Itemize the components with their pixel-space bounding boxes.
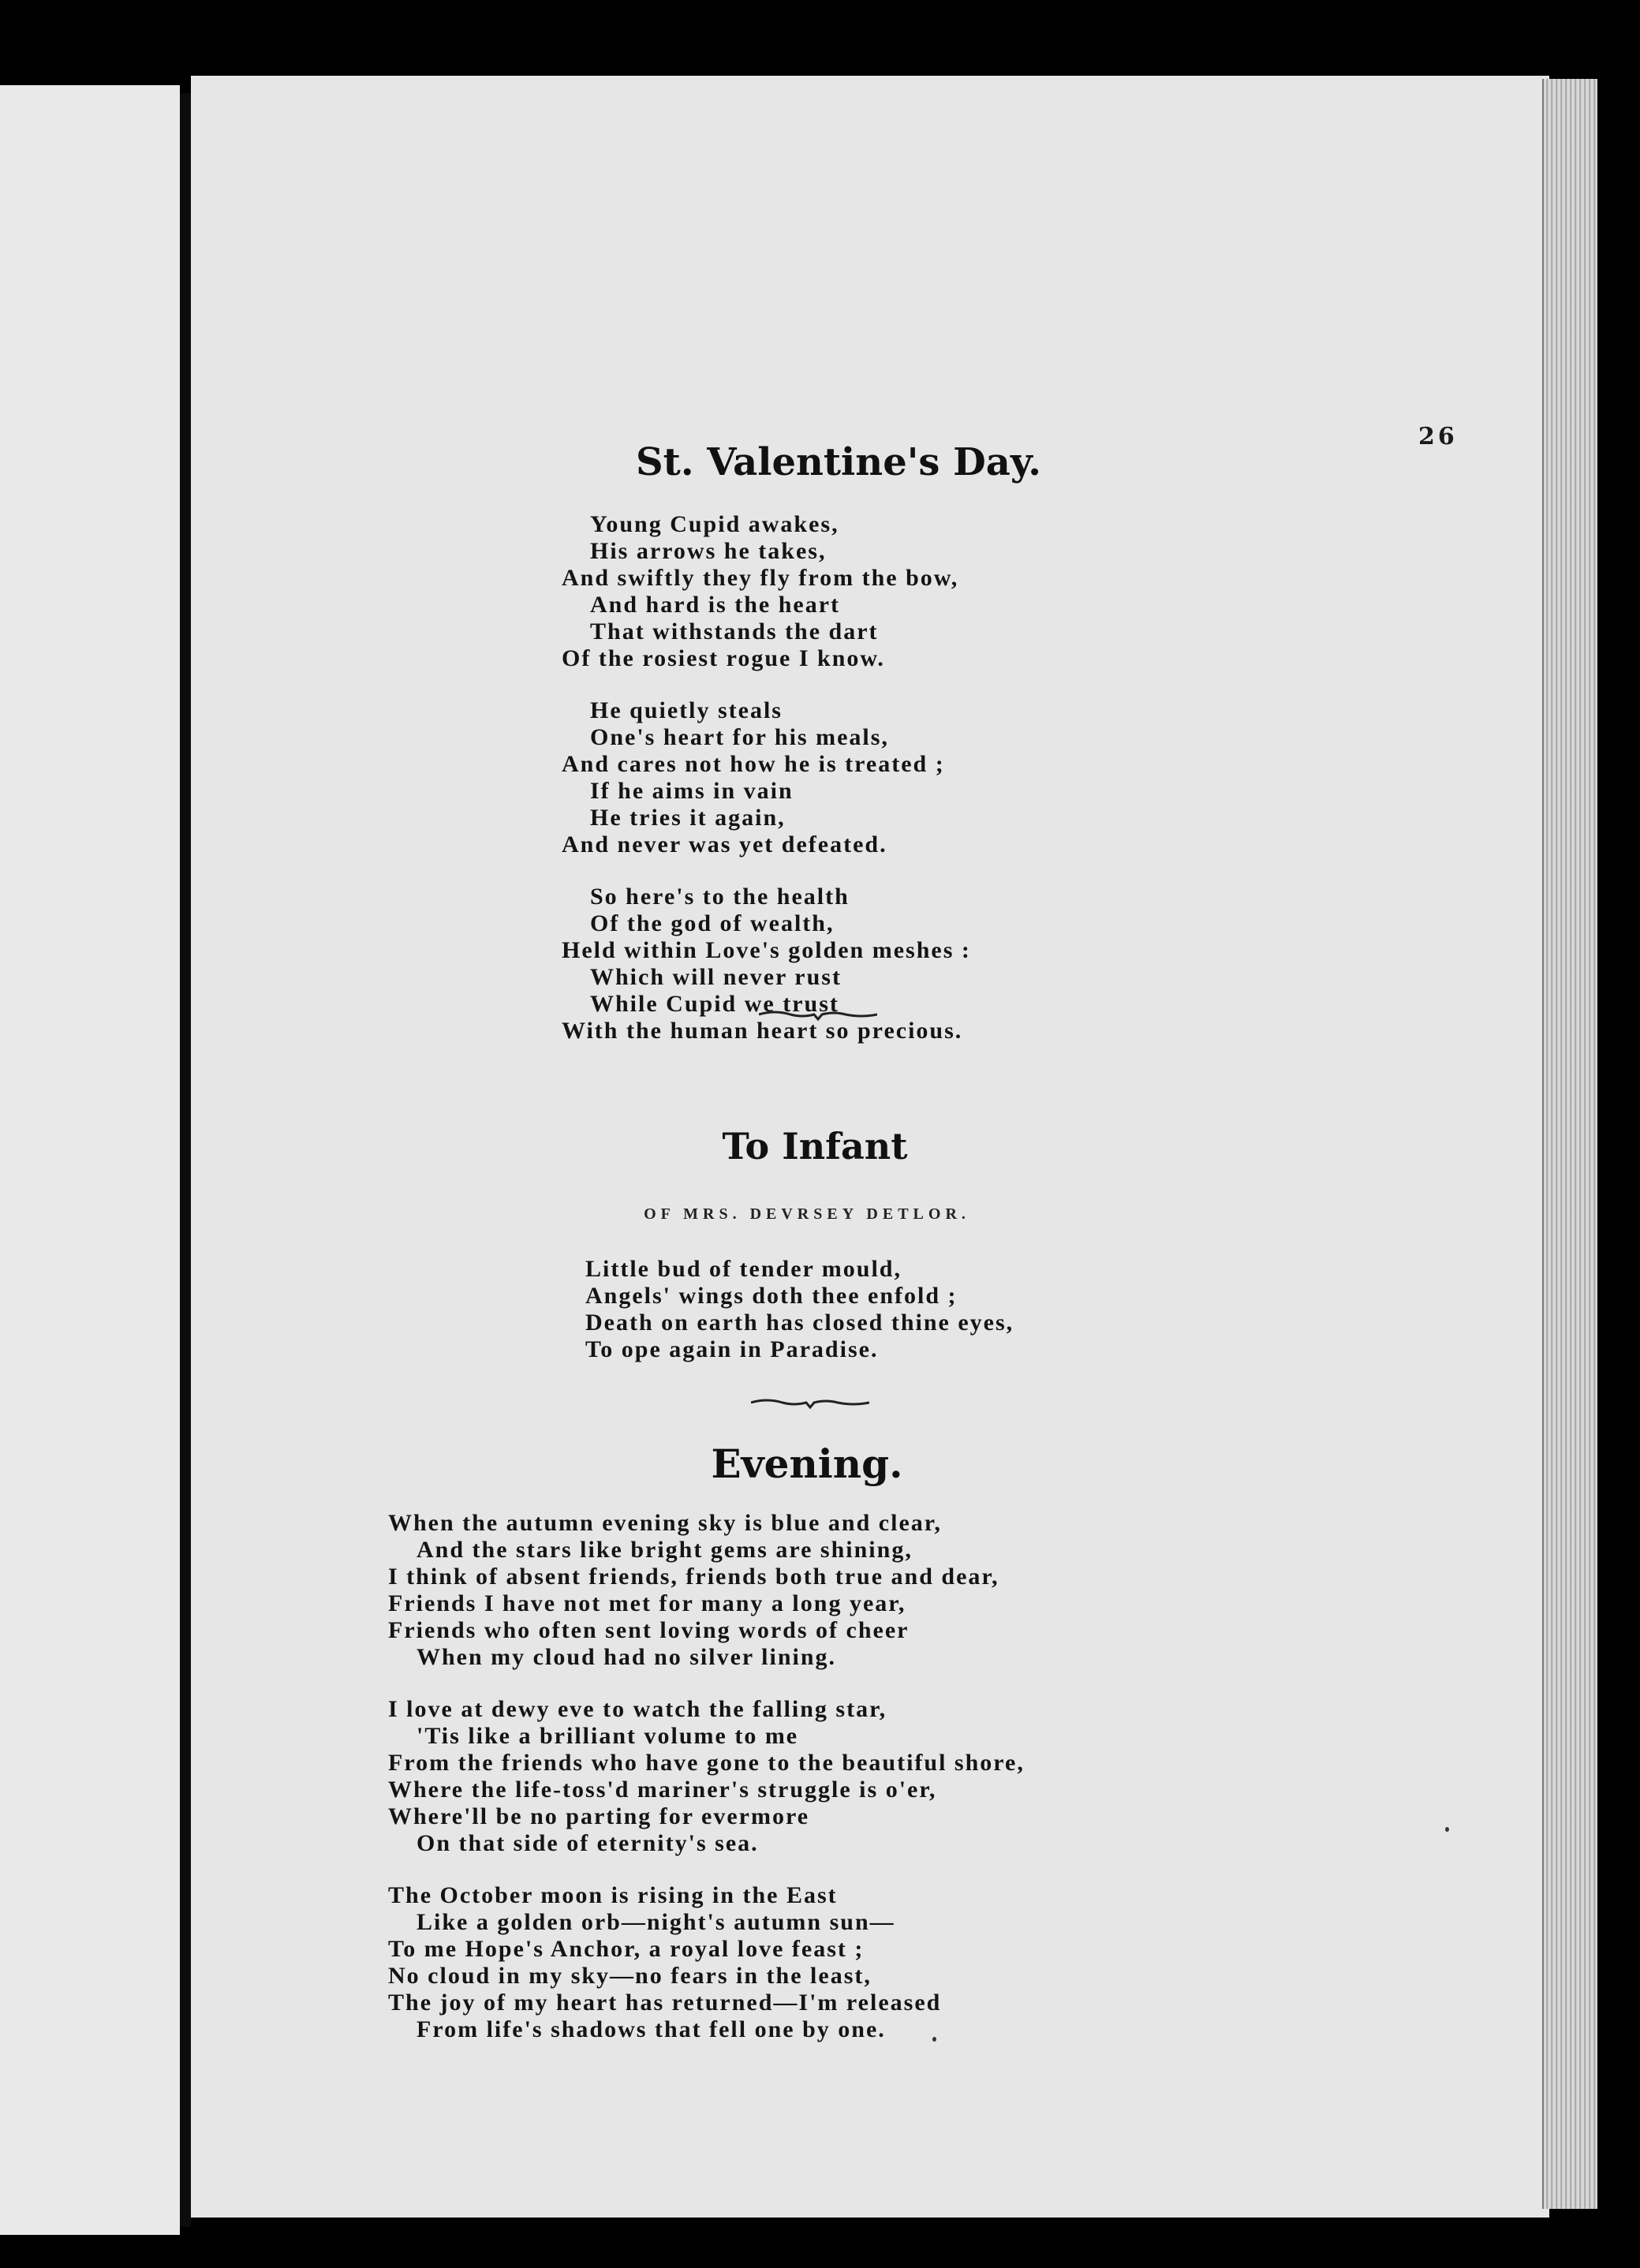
poem-line: Young Cupid awakes, xyxy=(590,511,839,537)
poem-line: The October moon is rising in the East xyxy=(388,1882,838,1908)
poem-line: Of the rosiest rogue I know. xyxy=(562,645,885,671)
poem-line: To ope again in Paradise. xyxy=(585,1336,879,1362)
poem-line: He tries it again, xyxy=(590,805,786,831)
poem-line: And hard is the heart xyxy=(590,592,841,618)
poem-line: The joy of my heart has returned—I'm released xyxy=(388,1990,942,2016)
poem-line: And the stars like bright gems are shining, xyxy=(417,1537,913,1563)
poem-line: On that side of eternity's sea. xyxy=(417,1830,759,1856)
page-number: 26 xyxy=(1418,423,1458,450)
poem-line: Which will never rust xyxy=(590,964,842,990)
poem-line: When my cloud had no silver lining. xyxy=(417,1644,837,1670)
poem-line: And cares not how he is treated ; xyxy=(562,751,945,777)
poem-line: To me Hope's Anchor, a royal love feast ; xyxy=(388,1936,865,1962)
poem-line: No cloud in my sky—no fears in the least, xyxy=(388,1963,872,1989)
poem-line: Of the god of wealth, xyxy=(590,910,835,936)
poem-title-valentine: St. Valentine's Day. xyxy=(636,440,1041,484)
section-divider-ornament xyxy=(759,1007,877,1022)
book-page xyxy=(191,76,1549,2218)
poem-line: I love at dewy eve to watch the falling star, xyxy=(388,1696,887,1722)
poem-line: While Cupid we trust xyxy=(590,991,839,1017)
ink-speck xyxy=(932,2037,936,2042)
poem-line: If he aims in vain xyxy=(590,778,794,804)
poem-title-infant: To Infant xyxy=(722,1125,908,1168)
poem-line: And swiftly they fly from the bow, xyxy=(562,565,959,591)
poem-line: And never was yet defeated. xyxy=(562,831,887,858)
poem-body-infant xyxy=(585,1256,1014,1363)
poem-body-valentine xyxy=(562,511,971,1044)
poem-line: His arrows he takes, xyxy=(590,538,827,564)
poem-line: So here's to the health xyxy=(590,884,850,910)
poem-title-evening: Evening. xyxy=(711,1440,903,1487)
poem-line: Friends I have not met for many a long year, xyxy=(388,1590,906,1616)
poem-line: Angels' wings doth thee enfold ; xyxy=(585,1283,958,1309)
poem-line: When the autumn evening sky is blue and clear, xyxy=(388,1510,942,1536)
poem-line: Death on earth has closed thine eyes, xyxy=(585,1310,1014,1336)
poem-line: Like a golden orb—night's autumn sun— xyxy=(417,1909,895,1935)
page-edges xyxy=(1542,79,1597,2209)
poem-line: Held within Love's golden meshes : xyxy=(562,937,971,963)
poem-body-evening xyxy=(388,1510,1025,2043)
poem-line: That withstands the dart xyxy=(590,618,879,645)
poem-line: He quietly steals xyxy=(590,697,783,723)
poem-line: Where'll be no parting for evermore xyxy=(388,1803,810,1829)
poem-line: One's heart for his meals, xyxy=(590,724,889,750)
poem-line: From life's shadows that fell one by one. xyxy=(417,2016,886,2042)
section-divider-ornament xyxy=(751,1395,869,1410)
poem-line: With the human heart so precious. xyxy=(562,1018,963,1044)
poem-subtitle-infant: OF MRS. DEVRSEY DETLOR. xyxy=(644,1205,970,1223)
poem-line: Friends who often sent loving words of cheer xyxy=(388,1617,910,1643)
poem-line: Little bud of tender mould, xyxy=(585,1256,902,1282)
poem-line: Where the life-toss'd mariner's struggle is o'er, xyxy=(388,1777,937,1803)
poem-line: From the friends who have gone to the beautiful shore, xyxy=(388,1750,1025,1776)
ink-speck xyxy=(1445,1827,1449,1832)
poem-line: I think of absent friends, friends both true and dear, xyxy=(388,1564,999,1590)
poem-line: 'Tis like a brilliant volume to me xyxy=(417,1723,799,1749)
